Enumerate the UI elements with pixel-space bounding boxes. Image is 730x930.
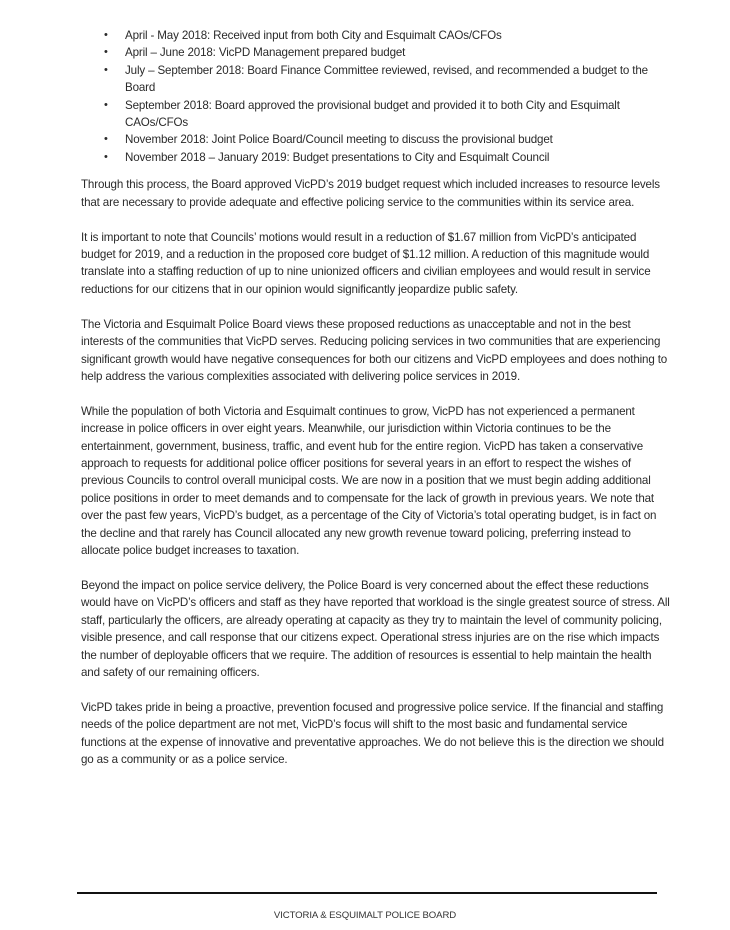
paragraph-population-growth: While the population of both Victoria and Esquimalt continues to grow, VicPD has not experienced a permanent increase in police officers in over eight years. Meanwhile, our jurisdiction within Victoria continues to be the entertainment, government, business, traffic, and event hub for the entire region. VicPD has taken a conservative approach to requests for additional police officer positions for several years in an effort to respect the wishes of previous Councils to control overall municipal costs. We are now in a position that we must begin adding additional police positions in order to meet demands and to compensate for the lack of growth in previous years. We note that over the past few years, VicPD’s budget, as a percentage of the City of Victoria’s total operating budget, is in fact on the decline and that rarely has Council allocated any new growth revenue toward policing, preferring instead to allocate police budget increases to taxation. xyxy=(81,404,657,558)
bullet-icon: • xyxy=(104,63,108,76)
bullet-icon: • xyxy=(104,29,108,41)
timeline-item xyxy=(81,97,671,132)
paragraph-staff-impact: Beyond the impact on police service delivery, the Police Board is very concerned about the effect these reductions would have on VicPD’s officers and staff as they have reported that workload is the single greatest source of stress. All staff, particularly the officers, are already operating at capacity as they try to maintain the level of community policing, visible presence, and call response that our citizens expect. Operational stress injuries are on the rise which impacts the number of deployable officers that we require. The addition of resources is essential to help maintain the health and safety of our remaining officers. xyxy=(81,578,670,679)
budget-timeline-list xyxy=(81,27,671,166)
footer-divider xyxy=(77,892,657,894)
timeline-item-text: July – September 2018: Board Finance Committee reviewed, revised, and recommended a budget to the Board xyxy=(125,63,648,95)
timeline-item xyxy=(81,131,671,148)
page-footer: VICTORIA & ESQUIMALT POLICE BOARD xyxy=(273,910,457,921)
bullet-icon: • xyxy=(104,133,108,146)
timeline-item-text: November 2018: Joint Police Board/Council meeting to discuss the provisional budget xyxy=(125,133,553,147)
paragraph-conclusion: VicPD takes pride in being a proactive, prevention focused and progressive police service. If the financial and staffing needs of the police department are not met, VicPD’s focus will shift to the most basic and fundamental service functions at the expense of innovative and preventative approaches. We do not believe this is the direction we should go as a community or as a police service. xyxy=(81,700,664,767)
timeline-item xyxy=(81,44,671,61)
bullet-icon: • xyxy=(104,150,108,163)
bullet-icon: • xyxy=(104,98,108,111)
timeline-item-text: November 2018 – January 2019: Budget presentations to City and Esquimalt Council xyxy=(125,150,550,164)
timeline-item-text: April - May 2018: Received input from both City and Esquimalt CAOs/CFOs xyxy=(125,29,502,42)
timeline-item xyxy=(81,62,671,97)
timeline-item xyxy=(81,149,671,166)
document-page xyxy=(81,27,671,786)
bullet-icon: • xyxy=(104,46,108,59)
paragraph-board-approval: Through this process, the Board approved VicPD’s 2019 budget request which included increases to resource levels that are necessary to provide adequate and effective policing service to the communities within its service area. xyxy=(81,178,660,209)
timeline-item-text: September 2018: Board approved the provisional budget and provided it to both City and Esquimalt CAOs/CFOs xyxy=(125,98,620,130)
paragraph-budget-reduction: It is important to note that Councils’ motions would result in a reduction of $1.67 million from VicPD’s anticipated budget for 2019, and a reduction in the proposed core budget of $1.12 million. A reduction of this magnitude would translate into a staffing reduction of up to nine unionized officers and civilian employees and would result in service reductions for our citizens that in our opinion would significantly jeopardize public safety. xyxy=(81,230,651,296)
paragraph-board-view: The Victoria and Esquimalt Police Board views these proposed reductions as unacceptable and not in the best interests of the communities that VicPD serves. Reducing policing services in two communities that are experiencing significant growth would have negative consequences for both our citizens and VicPD employees and does nothing to help address the various complexities associated with delivering police services in 2019. xyxy=(81,317,668,383)
timeline-item-text: April – June 2018: VicPD Management prepared budget xyxy=(125,46,406,60)
timeline-item xyxy=(81,27,671,44)
